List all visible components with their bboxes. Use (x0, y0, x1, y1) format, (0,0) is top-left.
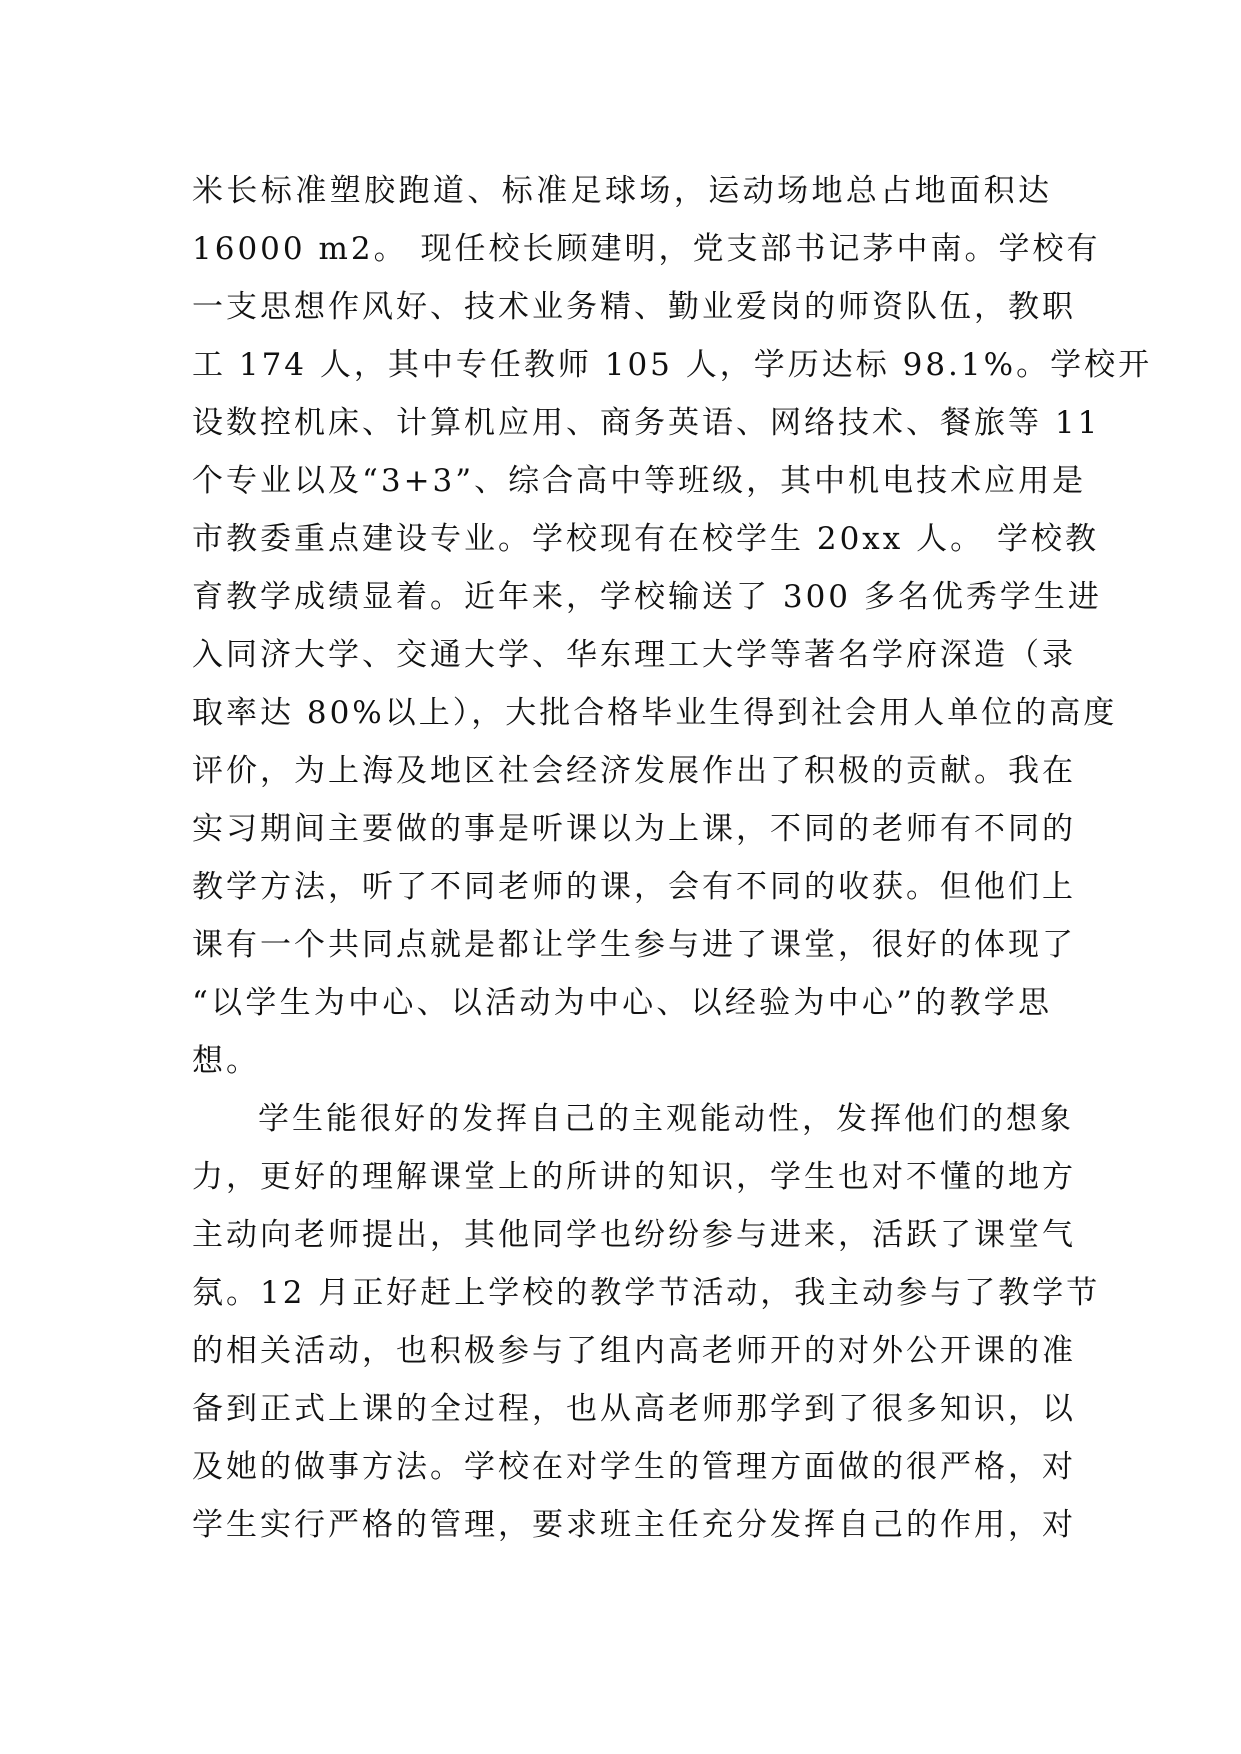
text-line: 育教学成绩显着。近年来，学校输送了 300 多名优秀学生进 (192, 579, 1102, 615)
text-line: 的相关活动，也积极参与了组内高老师开的对外公开课的准 (192, 1333, 1076, 1369)
paragraph-2 (192, 1090, 1101, 1554)
text-line: “以学生为中心、以活动为中心、以经验为中心”的教学思 (192, 985, 1052, 1021)
text-line: 力，更好的理解课堂上的所讲的知识，学生也对不懂的地方 (192, 1159, 1076, 1195)
text-line: 教学方法，听了不同老师的课，会有不同的收获。但他们上 (192, 869, 1076, 905)
text-line: 学生实行严格的管理，要求班主任充分发挥自己的作用，对 (192, 1507, 1076, 1543)
text-line: 及她的做事方法。学校在对学生的管理方面做的很严格，对 (192, 1449, 1076, 1485)
text-line: 实习期间主要做的事是听课以为上课，不同的老师有不同的 (192, 811, 1076, 847)
text-line: 一支思想作风好、技术业务精、勤业爱岗的师资队伍，教职 (192, 289, 1076, 325)
paragraph-1 (192, 162, 1153, 1090)
text-line: 氛。12 月正好赶上学校的教学节活动，我主动参与了教学节 (192, 1275, 1101, 1311)
text-line: 个专业以及“3+3”、综合高中等班级，其中机电技术应用是 (192, 463, 1087, 499)
text-line: 米长标准塑胶跑道、标准足球场，运动场地总占地面积达 (192, 173, 1052, 209)
text-line: 入同济大学、交通大学、华东理工大学等著名学府深造（录 (192, 637, 1076, 673)
text-line: 备到正式上课的全过程，也从高老师那学到了很多知识，以 (192, 1391, 1076, 1427)
text-line: 想。 (192, 1043, 260, 1079)
text-line: 16000 m2。 现任校长顾建明，党支部书记茅中南。学校有 (192, 231, 1101, 267)
text-line: 课有一个共同点就是都让学生参与进了课堂，很好的体现了 (192, 927, 1076, 963)
text-line: 学生能很好的发挥自己的主观能动性，发挥他们的想象 (258, 1101, 1074, 1137)
text-line: 设数控机床、计算机应用、商务英语、网络技术、餐旅等 11 (192, 405, 1101, 441)
text-line: 工 174 人，其中专任教师 105 人，学历达标 98.1%。学校开 (192, 347, 1153, 383)
text-line: 市教委重点建设专业。学校现有在校学生 20xx 人。 学校教 (192, 521, 1099, 557)
text-line: 主动向老师提出，其他同学也纷纷参与进来，活跃了课堂气 (192, 1217, 1076, 1253)
text-line: 取率达 80%以上），大批合格毕业生得到社会用人单位的高度 (192, 695, 1118, 731)
text-line: 评价，为上海及地区社会经济发展作出了积极的贡献。我在 (192, 753, 1076, 789)
